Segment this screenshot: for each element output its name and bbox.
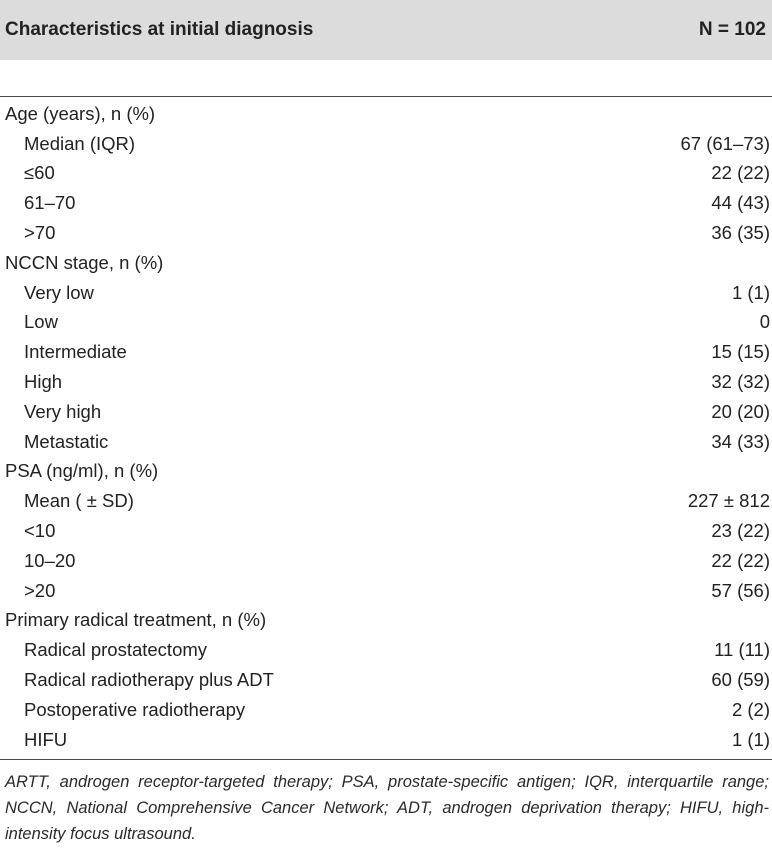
row-label: 10–20 bbox=[24, 549, 76, 571]
table-group-row bbox=[0, 99, 772, 129]
row-label: >20 bbox=[24, 579, 56, 601]
table-row bbox=[0, 337, 772, 367]
row-value: 1 (1) bbox=[731, 728, 770, 750]
table-row bbox=[0, 308, 772, 338]
table-row bbox=[0, 665, 772, 695]
row-value: 22 (22) bbox=[711, 549, 770, 571]
row-label: Very low bbox=[24, 281, 94, 303]
table-row bbox=[0, 278, 772, 308]
table-row bbox=[0, 576, 772, 606]
header-n: N = 102 bbox=[698, 19, 766, 40]
row-label: Metastatic bbox=[24, 430, 109, 452]
row-label: NCCN stage, n (%) bbox=[5, 251, 164, 273]
row-value: 11 (11) bbox=[714, 639, 770, 661]
table-row bbox=[0, 397, 772, 427]
row-label: ≤60 bbox=[24, 162, 55, 184]
table-row bbox=[0, 635, 772, 665]
table-row bbox=[0, 695, 772, 725]
row-label: HIFU bbox=[24, 728, 68, 750]
row-value: 57 (56) bbox=[711, 579, 770, 601]
row-value: 67 (61–73) bbox=[680, 132, 770, 154]
table-row bbox=[0, 725, 772, 755]
row-value: 22 (22) bbox=[711, 162, 770, 184]
row-value: 20 (20) bbox=[711, 400, 770, 422]
table-group-row bbox=[0, 606, 772, 636]
row-value: 2 (2) bbox=[731, 698, 770, 720]
row-label: Postoperative radiotherapy bbox=[24, 698, 246, 720]
table-header bbox=[0, 0, 772, 60]
row-value: 60 (59) bbox=[711, 669, 770, 691]
row-value: 44 (43) bbox=[711, 192, 770, 214]
row-label: Mean ( ± SD) bbox=[24, 490, 134, 512]
row-value: 227 ± 812 bbox=[687, 490, 770, 512]
row-label: >70 bbox=[24, 222, 56, 244]
row-value: 15 (15) bbox=[711, 341, 770, 363]
row-label: <10 bbox=[24, 520, 56, 542]
header-characteristics: Characteristics at initial diagnosis bbox=[5, 19, 314, 40]
table-row bbox=[0, 129, 772, 159]
table-row bbox=[0, 516, 772, 546]
row-value: 34 (33) bbox=[711, 430, 770, 452]
table-group-row bbox=[0, 457, 772, 487]
row-label: Low bbox=[24, 311, 58, 333]
table-body bbox=[0, 97, 772, 755]
row-value: 32 (32) bbox=[711, 371, 770, 393]
header-spacer bbox=[0, 60, 772, 96]
row-label: PSA (ng/ml), n (%) bbox=[5, 460, 159, 482]
table-group-row bbox=[0, 248, 772, 278]
table-row bbox=[0, 546, 772, 576]
row-value: 1 (1) bbox=[731, 281, 770, 303]
row-label: Radical radiotherapy plus ADT bbox=[24, 669, 274, 691]
row-label: Radical prostatectomy bbox=[24, 639, 208, 661]
table-row bbox=[0, 218, 772, 248]
row-value: 23 (22) bbox=[711, 520, 770, 542]
row-label: High bbox=[24, 371, 63, 393]
row-value: 36 (35) bbox=[711, 222, 770, 244]
row-label: Median (IQR) bbox=[24, 132, 136, 154]
row-label: Very high bbox=[24, 400, 102, 422]
table-row bbox=[0, 427, 772, 457]
table-row bbox=[0, 486, 772, 516]
table-row bbox=[0, 188, 772, 218]
row-label: 61–70 bbox=[24, 192, 76, 214]
table-footnote: ARTT, androgen receptor-targeted therapy; PSA, prostate-specific antigen; IQR, interquartile range; NCCN, National Comprehensive Cancer Network; ADT, androgen deprivation therapy; HIFU, high-intensity focus ultrasound. bbox=[5, 772, 769, 843]
row-value: 0 bbox=[759, 311, 770, 333]
row-label: Age (years), n (%) bbox=[5, 102, 156, 124]
row-label: Intermediate bbox=[24, 341, 127, 363]
table-row bbox=[0, 159, 772, 189]
table-row bbox=[0, 367, 772, 397]
row-label: Primary radical treatment, n (%) bbox=[5, 609, 267, 631]
